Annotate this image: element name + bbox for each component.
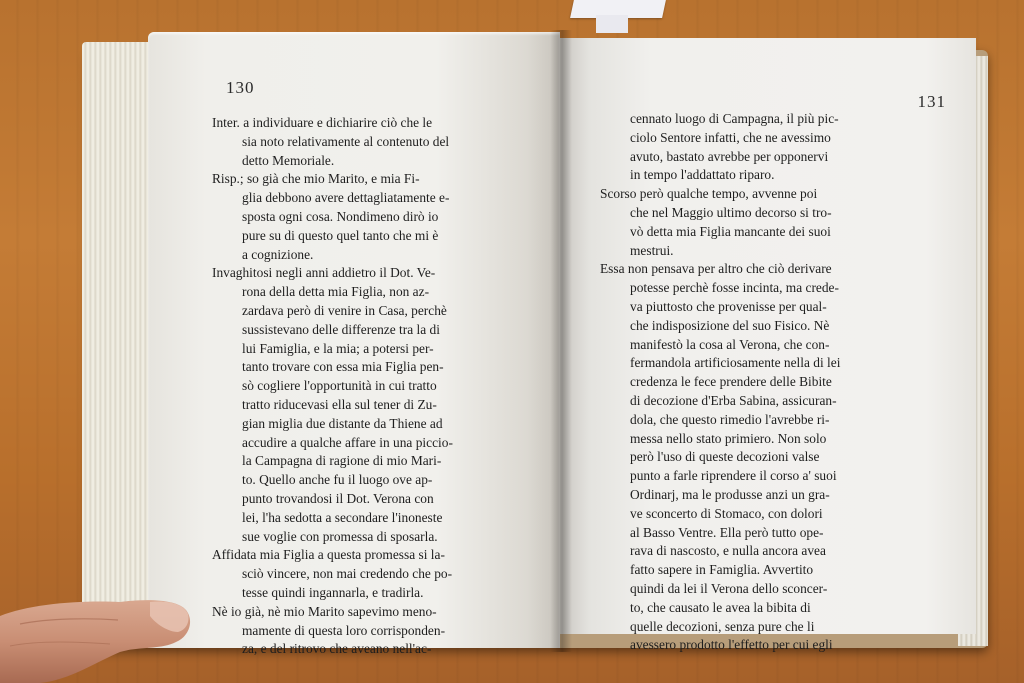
left-text-line: Affidata mia Figlia a questa promessa si la- [212,547,445,563]
right-text-line: cennato luogo di Campagna, il più pic- [630,111,839,126]
right-text-line: va piuttosto che provenisse per qual- [630,298,827,314]
right-text-line: Scorso però qualche tempo, avvenne poi [600,186,818,202]
left-text-line: detto Memoriale. [242,152,335,168]
open-book [78,30,996,657]
left-text-line: lui Famiglia, e la mia; a potersi per- [242,340,434,356]
left-text-line: a cognizione. [242,246,314,262]
right-text-line: avessero prodotto l'effetto per cui egli [630,637,833,653]
left-text-line: Nè io già, nè mio Marito sapevimo meno- [212,603,437,619]
hand-icon [0,596,200,683]
right-text-line: messa nello stato primiero. Non solo [630,430,827,446]
left-text-line: Inter. a individuare e dichiarire ciò che le [212,115,433,130]
right-text-line: credenza le fece prendere delle Bibite [630,374,832,390]
left-text-line: la Campagna di ragione di mio Mari- [242,453,442,469]
left-text-line: sussistevano delle differenze tra la di [242,321,440,337]
right-text-line: rava di nascosto, e nulla ancora avea [630,543,826,559]
right-text-line: avuto, bastato avrebbe per opponervi [630,148,829,164]
right-text-line: Ordinarj, ma le produsse anzi un gra- [630,486,830,502]
left-text-line: sò cogliere l'opportunità in cui tratto [242,378,437,394]
left-text-line: rona della detta mia Figlia, non az- [242,284,430,300]
right-text-line: punto a farle riprendere il corso a' suoi [630,468,837,484]
right-text-line: al Basso Ventre. Ella però tutto ope- [630,524,824,540]
right-text-line: mestrui. [630,242,674,258]
left-text-line: zardava però di venire in Casa, perchè [242,302,447,318]
right-text-line: potesse perchè fosse incinta, ma crede- [630,280,839,296]
left-text-line: sposta ogni cosa. Nondimeno dirò io [242,208,439,224]
right-text-line: quelle decozioni, senza pure che li [630,618,815,634]
left-text-line: accudire a qualche affare in una piccio- [242,434,453,450]
left-text-line: Invaghitosi negli anni addietro il Dot. Ve- [212,265,436,281]
right-text-line: però l'uso di queste decozioni valse [630,449,820,465]
right-text-line: manifestò la cosa al Verona, che con- [630,336,830,352]
right-text-line: dola, che questo rimedio l'avrebbe ri- [630,411,830,427]
left-text-line: lei, l'ha sedotta a secondare l'inoneste [242,509,443,525]
right-text-line: vò detta mia Figlia mancante dei suoi [630,223,831,239]
left-text-line: to. Quello anche fu il luogo ove ap- [242,472,433,488]
right-text-line: to, che causato le avea la bibita di [630,599,811,615]
left-text-line: sia noto relativamente al contenuto del [242,133,450,149]
left-page [148,32,560,657]
right-text-line: in tempo l'addattato riparo. [630,167,775,183]
right-page-number: 131 [917,92,946,111]
right-text-line: di decozione d'Erba Sabina, assicuran- [630,392,837,408]
right-text-line: ve sconcerto di Stomaco, con dolori [630,505,823,521]
left-text-line: sciò vincere, non mai credendo che po- [242,566,453,582]
left-text-line: pure su di questo quel tanto che mi è [242,227,439,243]
left-text-line: mamente di questa loro corrisponden- [242,622,446,638]
left-text-line: glia debbono avere dettagliatamente e- [242,190,450,206]
right-text-line: che indisposizione del suo Fisico. Nè [630,317,830,333]
left-text-line: tanto trovare con essa mia Figlia pen- [242,359,444,375]
left-text-line: punto trovandosi il Dot. Verona con [242,490,434,506]
right-text-line: fermandola artificiosamente nella di lei [630,355,841,371]
right-text-line: fatto sapere in Famiglia. Avvertito [630,562,814,578]
left-text-line: gian miglia due distante da Thiene ad [242,415,443,431]
left-text-line: tesse quindi ingannarla, e tradirla. [242,584,424,600]
left-page-number: 130 [226,78,255,97]
right-text-line: ciolo Sentore infatti, che ne avessimo [630,129,831,145]
left-text-line: sue voglie con promessa di sposarla. [242,528,438,544]
left-page-text [212,114,530,659]
left-text-line: za, e del ritrovo che aveano nell'ac- [242,641,432,657]
right-text-line: che nel Maggio ultimo decorso si tro- [630,204,832,220]
right-page-text [600,110,930,655]
right-page [560,38,976,653]
right-text-line: quindi da lei il Verona dello sconcer- [630,580,828,596]
right-text-line: Essa non pensava per altro che ciò derivare [600,261,832,277]
left-text-line: tratto riducevasi ella sul tener di Zu- [242,396,437,412]
left-text-line: Risp.; so già che mio Marito, e mia Fi- [212,171,420,187]
